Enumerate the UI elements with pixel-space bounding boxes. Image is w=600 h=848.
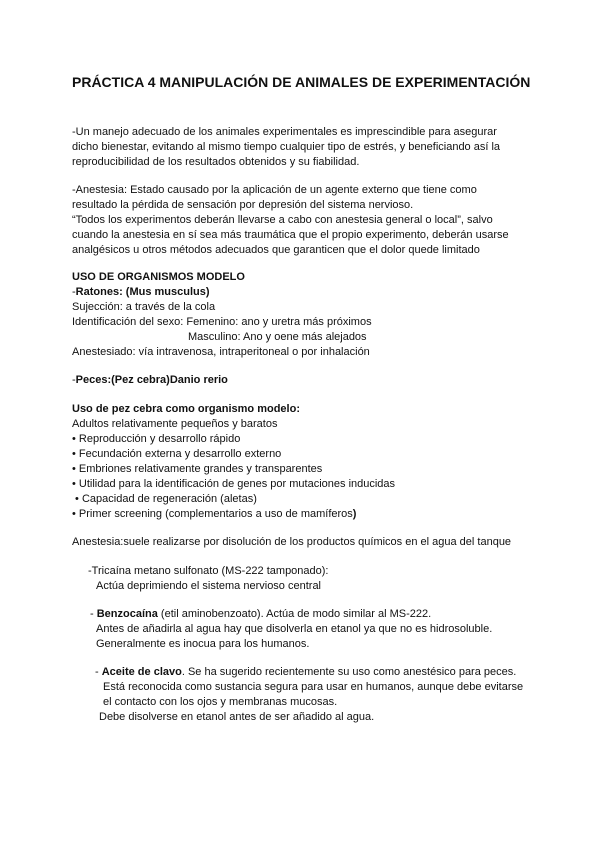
anestesia-paragraph [72,183,552,258]
zebrafish-section [72,402,552,522]
zebrafish-heading: Uso de pez cebra como organismo modelo: [72,403,300,415]
benzocaina-name: Benzocaína [96,608,158,620]
intro-paragraph [72,125,552,170]
intro-line: -Un manejo adecuado de los animales experimentales es imprescindible para asegurar [72,126,497,138]
benzocaina-block: - Benzocaína (etil aminobenzoato). Actúa de modo similar al MS-222. Antes de añadirla al agua hay que disolverla en etanol ya que no es hidrosoluble. Generalmente es inocua para los humanos. [90,607,570,652]
anestesia-peces-line: Anestesia:suele realizarse por disolución de los productos químicos en el agua del tanque [72,536,512,548]
anestesia-line: cuando la anestesia en sí sea más traumática que el propio experimento, deberán usarse [72,229,509,241]
zebrafish-item: • Fecundación externa y desarrollo externo [72,448,282,460]
clavo-line: Debe disolverse en etanol antes de ser añadido al agua. [99,711,375,723]
tricaina-line: Actúa deprimiendo el sistema nervioso central [96,580,322,592]
anestesia-line: resultado la pérdida de sensación por depresión del sistema nervioso. [72,199,414,211]
clavo-line: Está reconocida como sustancia segura para usar en humanos, aunque debe evitarse [103,681,524,693]
sexo-line-1: Identificación del sexo: Femenino: ano y uretra más próximos [72,316,372,328]
clavo-name: Aceite de clavo [101,666,182,678]
sexo-line-2: Masculino: Ano y oene más alejados [188,331,367,343]
clavo-line: el contacto con los ojos y membranas mucosas. [103,696,338,708]
zebrafish-item: • Utilidad para la identificación de genes por mutaciones inducidas [72,478,396,490]
anestesia-line: -Anestesia: Estado causado por la aplicación de un agente externo que tiene como [72,184,477,196]
intro-line: reproducibilidad de los resultados obtenidos y su fiabilidad. [72,156,360,168]
anestesia-line: “Todos los experimentos deberán llevarse a cabo con anestesia general o local”, salvo [72,214,493,226]
zebrafish-item: • Primer screening (complementarios a uso de mamíferos) [72,508,357,520]
modelos-heading: USO DE ORGANISMOS MODELO [72,271,245,283]
peces-label: Peces:(Pez cebra)Danio rerio [75,374,228,386]
tricaina-block [88,564,568,594]
anestesia-line: analgésicos u otros métodos adecuados que garanticen que el dolor quede limitado [72,244,480,256]
intro-line: dicho bienestar, evitando al mismo tiempo cualquier tipo de estrés, y beneficiando así la [72,141,501,153]
sujecion-line: Sujección: a través de la cola [72,301,216,313]
zebrafish-item: • Reproducción y desarrollo rápido [72,433,241,445]
anestesiado-line: Anestesiado: vía intravenosa, intraperitoneal o por inhalación [72,346,370,358]
zebrafish-item: • Embriones relativamente grandes y transparentes [72,463,323,475]
zebrafish-item: Adultos relativamente pequeños y baratos [72,418,278,430]
benzocaina-line: Generalmente es inocua para los humanos. [96,638,310,650]
clavo-block: - Aceite de clavo. Se ha sugerido recientemente su uso como anestésico para peces. Está reconocida como sustancia segura para usar en humanos, aunque debe evitarse el contacto con los ojos y membranas mucosas. Debe disolverse en etanol antes de ser añadido al agua. [95,665,575,725]
benzocaina-line: Antes de añadirla al agua hay que disolverla en etanol ya que no es hidrosoluble. [96,623,493,635]
zebrafish-item: • Capacidad de regeneración (aletas) [72,493,257,505]
peces-line: -Peces:(Pez cebra)Danio rerio [72,374,228,386]
tricaina-line: -Tricaína metano sulfonato (MS-222 tamponado): [88,565,329,577]
page-title: PRÁCTICA 4 MANIPULACIÓN DE ANIMALES DE EXPERIMENTACIÓN [72,74,531,90]
modelos-section [72,270,552,360]
ratones-label: Ratones: (Mus musculus) [75,286,210,298]
ratones-line: -Ratones: (Mus musculus) [72,286,210,298]
